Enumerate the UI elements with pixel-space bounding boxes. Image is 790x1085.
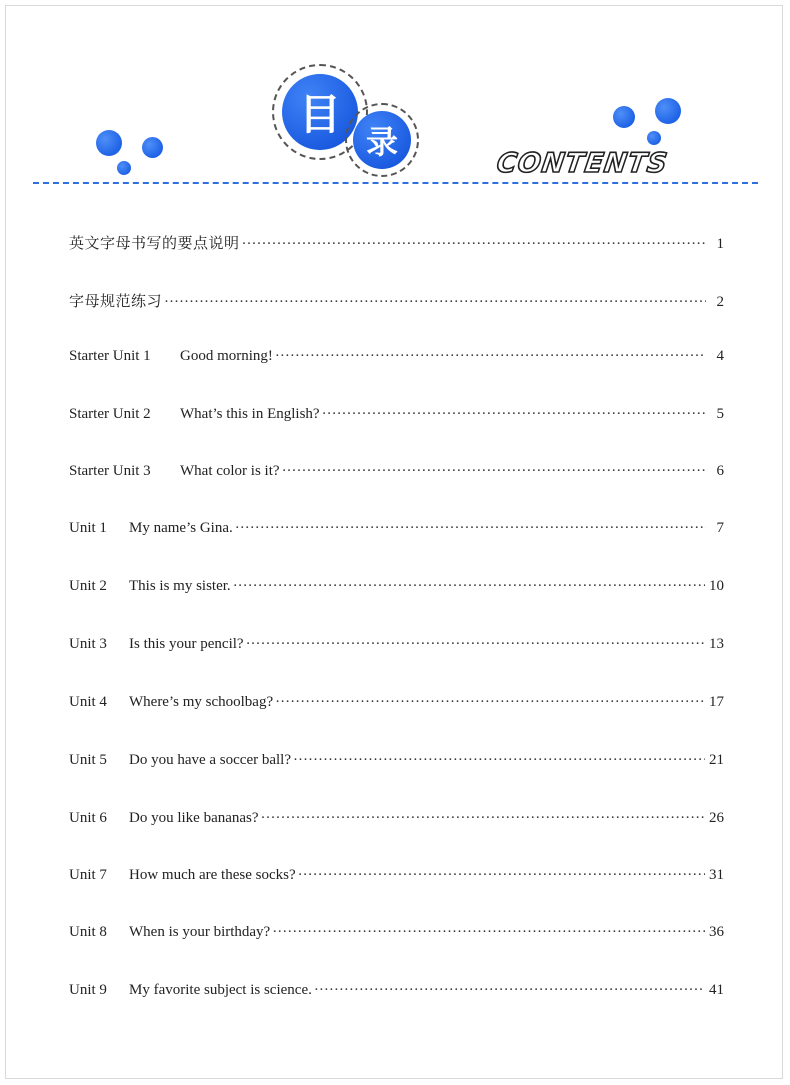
toc-item[interactable] [69, 867, 724, 891]
header-divider [33, 182, 758, 184]
toc-item-title: This is my sister. [129, 578, 231, 594]
toc-item-title: My favorite subject is science. [129, 982, 312, 998]
toc-item[interactable] [69, 463, 724, 487]
header [0, 0, 790, 200]
toc-item-title: Do you have a soccer ball? [129, 752, 292, 768]
toc-item[interactable] [69, 694, 724, 718]
title-char-1: 目 [282, 74, 358, 150]
decor-dot-icon [613, 106, 635, 128]
toc-item[interactable] [69, 520, 724, 544]
decor-dot-icon [655, 98, 681, 124]
toc-leader [235, 520, 706, 537]
decor-dot-icon [96, 130, 122, 156]
toc-leader [242, 236, 706, 253]
title-char-2: 录 [353, 111, 411, 169]
toc-item[interactable] [69, 636, 724, 660]
toc-item-title: What’s this in English? [180, 406, 320, 422]
toc-leader [261, 810, 705, 827]
toc-leader [233, 578, 705, 595]
toc-page-number: 2 [716, 294, 724, 310]
contents-heading: CONTENTS [494, 148, 670, 179]
toc-item-title: My name’s Gina. [129, 520, 233, 536]
toc-leader [272, 924, 705, 941]
toc-item[interactable] [69, 752, 724, 776]
toc-item-title: Where’s my schoolbag? [129, 694, 274, 710]
toc-item-title: How much are these socks? [129, 867, 296, 883]
toc-page-number: 26 [709, 810, 724, 826]
toc-item-title: Do you like bananas? [129, 810, 259, 826]
toc-unit-label: Unit 5 [69, 752, 107, 768]
toc-page-number: 5 [716, 406, 724, 422]
toc-leader [282, 463, 706, 480]
toc-unit-label: Unit 4 [69, 694, 107, 710]
toc-item-title: Is this your pencil? [129, 636, 244, 652]
decor-dot-icon [142, 137, 163, 158]
toc-leader [322, 406, 706, 423]
toc-page-number: 1 [716, 236, 724, 252]
toc-unit-label: Starter Unit 2 [69, 406, 151, 422]
toc-unit-label: Starter Unit 3 [69, 463, 151, 479]
toc-page-number: 17 [709, 694, 724, 710]
toc-page-number: 10 [709, 578, 724, 594]
toc-unit-label: Unit 1 [69, 520, 107, 536]
toc-page-number: 4 [716, 348, 724, 364]
toc-unit-label: Unit 7 [69, 867, 107, 883]
toc-item-title: When is your birthday? [129, 924, 271, 940]
toc-unit-label: Starter Unit 1 [69, 348, 151, 364]
toc-page-number: 21 [709, 752, 724, 768]
toc-page-number: 13 [709, 636, 724, 652]
toc-unit-label: Unit 6 [69, 810, 107, 826]
toc-page-number: 41 [709, 982, 724, 998]
toc-item[interactable] [69, 232, 724, 256]
toc-item[interactable] [69, 406, 724, 430]
toc-leader [314, 982, 705, 999]
toc-leader [246, 636, 705, 653]
toc-item-title: 字母规范练习 [69, 292, 163, 310]
toc-unit-label: Unit 9 [69, 982, 107, 998]
toc-leader [298, 867, 705, 884]
toc-item[interactable] [69, 290, 724, 314]
toc-page-number: 7 [716, 520, 724, 536]
toc-unit-label: Unit 2 [69, 578, 107, 594]
toc-item-title: Good morning! [180, 348, 273, 364]
toc-page-number: 31 [709, 867, 724, 883]
toc-item-title: What color is it? [180, 463, 280, 479]
toc-unit-label: Unit 8 [69, 924, 107, 940]
toc-leader [293, 752, 705, 769]
toc-unit-label: Unit 3 [69, 636, 107, 652]
toc-leader [275, 348, 706, 365]
toc-item[interactable] [69, 810, 724, 834]
decor-dot-icon [647, 131, 661, 145]
toc-item-title: 英文字母书写的要点说明 [69, 234, 240, 252]
toc-page-number: 36 [709, 924, 724, 940]
toc-leader [164, 294, 706, 311]
toc-item[interactable] [69, 982, 724, 1006]
toc-item[interactable] [69, 578, 724, 602]
toc-leader [275, 694, 705, 711]
toc-item[interactable] [69, 924, 724, 948]
toc-item[interactable] [69, 348, 724, 372]
decor-dot-icon [117, 161, 131, 175]
toc-page-number: 6 [716, 463, 724, 479]
